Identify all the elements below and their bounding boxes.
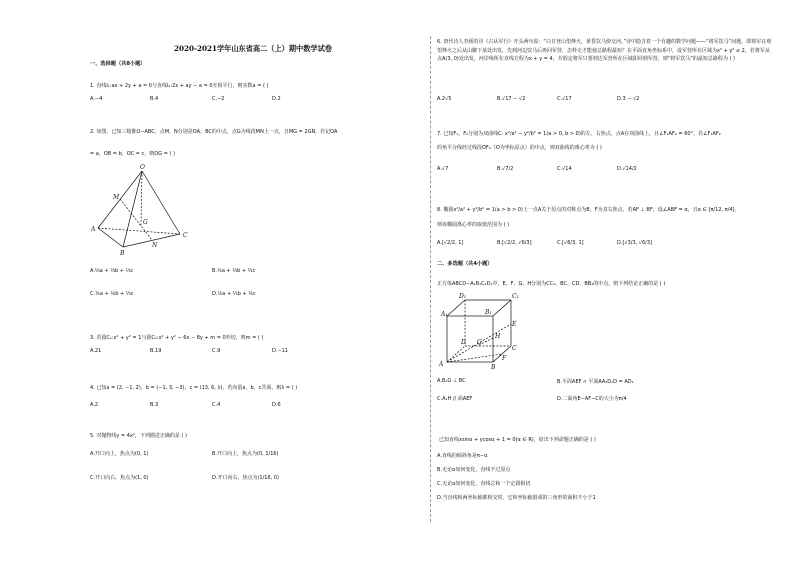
q4-option-b: B.3 xyxy=(150,402,159,408)
q9-option-a: A.B₁G ⊥ BC xyxy=(437,378,466,384)
tetrahedron-figure xyxy=(91,163,202,257)
q5-option-a: A.开口向上，焦点为(0, 1) xyxy=(90,451,149,457)
exam-title: 2020-2021学年山东省高二（上）期中数学试卷 xyxy=(174,44,332,53)
q4-option-d: D.6 xyxy=(272,402,281,408)
label-E: E xyxy=(512,321,517,328)
q9-option-d: D.二面角E−AF−C的大小为π/4 xyxy=(557,396,627,402)
q3-option-a: A.21 xyxy=(90,348,102,354)
q9-option-b: B.平面AEF ∩ 平面AA₁D₁D = AD₁ xyxy=(557,379,634,385)
q4-option-c: C.4 xyxy=(212,402,221,408)
question-7-line1: 7. 已知F₁，F₂分别为双曲线C: x²/a² − y²/b² = 1(a > 0, b > 0)的左、右焦点，点A在双曲线上，且∠F₁AF₂ = 60°，若∠F₁AF₂ xyxy=(437,131,721,137)
q7-option-b: B.√7/2 xyxy=(497,166,514,172)
section-multi-heading: 二、多选题（共4小题） xyxy=(437,261,493,267)
label-C: C xyxy=(512,345,517,352)
q6-option-c: C.√17 xyxy=(557,96,572,102)
label-D1: D₁ xyxy=(459,293,467,300)
q10-option-b: B.无论α如何变化，直线不过原点 xyxy=(437,467,511,473)
q2-option-a: A.⅓a + ⅓b + ⅓c xyxy=(90,268,134,274)
question-8-line2: 则该椭圆离心率的取值范围为 ( ) xyxy=(437,222,510,228)
q8-option-b: B.[√2/2, √6/3] xyxy=(497,240,532,246)
q8-option-d: D.[√3/3, √6/3] xyxy=(617,240,652,246)
q7-option-c: C.√14 xyxy=(557,166,572,172)
label-N: N xyxy=(152,242,158,249)
question-6-stem: 6. 唐代诗人李颀的诗《古从军行》开头两句说：“白日登山望烽火，黄昏饮马傍交河。”诗中隐含着一个有趣的数学问题——“将军饮马”问题，即将军在观望烽火之后从山脚下某处出发，先到河边饮马后再回军营，怎样走才能使总路程最短？在平面直角坐标系中，设军营所在区域为x² + y² ≤ 2，若将军从点A(3, 0)处出发，河岸线所在直线方程为x + y = 4，并假定将军只要到达军营所在区域即回到军营，则“将军饮马”的最短总路程为 ( ) xyxy=(437,39,772,63)
q3-option-c: C.9 xyxy=(212,348,221,354)
q1-option-d: D.2 xyxy=(272,96,281,102)
label-B: B xyxy=(120,250,125,257)
question-2-line2: = a，OB = b，OC = c，则OG = ( ) xyxy=(90,151,175,157)
q7-option-a: A.√7 xyxy=(437,166,449,172)
label-G: G xyxy=(143,219,148,226)
label-A: A xyxy=(91,226,96,233)
label-A1: A₁ xyxy=(441,311,448,318)
label-C1: C₁ xyxy=(512,293,519,300)
q6-option-d: D.3 − √2 xyxy=(617,96,640,102)
q10-option-c: C.无论α如何变化，直线总和一个定圆相切 xyxy=(437,481,531,487)
q2-option-b: B.⅙a + ⅓b + ⅓c xyxy=(212,268,256,274)
q1-option-c: C.−2 xyxy=(212,96,225,102)
question-1-stem: 1. 直线l₁:ax + 2y + a = 0与直线l₂:2x + ay − a = 0互相平行，则实数a = ( ) xyxy=(90,83,269,89)
label-F: F xyxy=(502,355,507,362)
question-8-line1: 8. 椭圆x²/a² + y²/b² = 1(a > b > 0)上一点A关于原点的对称点为B，F为其右焦点，若AF ⊥ BF，设∠ABF = α，且α ∈ [π/12, π/4]， xyxy=(437,207,740,213)
q1-option-b: B.4 xyxy=(150,96,159,102)
q8-option-c: C.[√6/3, 1] xyxy=(557,240,584,246)
q3-option-d: D.−11 xyxy=(272,348,288,354)
label-C: C xyxy=(183,232,188,239)
label-A: A xyxy=(439,361,444,368)
q2-option-d: D.⅙a + ⅓b + ⅙c xyxy=(212,291,256,297)
section-choice-heading: 一、选择题（共8小题） xyxy=(90,61,146,67)
q6-option-b: B.√17 − √2 xyxy=(497,96,526,102)
q2-option-c: C.⅙a + ⅙b + ⅓c xyxy=(90,291,134,297)
q1-option-a: A.−4 xyxy=(90,96,103,102)
q10-option-d: D.当直线和两坐标轴都相交时，它和坐标轴围成的三角形的面积不小于1 xyxy=(437,495,596,501)
question-4-stem: 4. 已知a = (2, −1, 2)，b = (−1, 3, −3)，c = (13, 6, λ)，若向量a，b，c共面，则λ = ( ) xyxy=(90,385,298,391)
question-7-line2: 的角平分线经过线段OF₂（O为坐标原点）的中点，则双曲线的离心率为 ( ) xyxy=(437,145,602,151)
q9-option-c: C.A₁H // 面AEF xyxy=(437,396,473,402)
question-5-stem: 5. 对抛物线y = 4x²，下列描述正确的是 ( ) xyxy=(90,433,187,439)
label-M: M xyxy=(113,194,120,201)
q7-option-d: D.√14/2 xyxy=(617,166,637,172)
q6-option-a: A.2√5 xyxy=(437,96,452,102)
question-3-stem: 3. 若圆C₁:x² + y² = 1与圆C₂:x² + y² − 6x − 8y + m = 0外切，则m = ( ) xyxy=(90,335,264,341)
label-D: D xyxy=(461,339,466,346)
cube-figure xyxy=(439,290,519,370)
q5-option-b: B.开口向上，焦点为(0, 1/16) xyxy=(212,451,279,457)
q3-option-b: B.19 xyxy=(150,348,162,354)
q5-option-c: C.开口向右，焦点为(1, 0) xyxy=(90,475,149,481)
label-O: O xyxy=(140,164,145,171)
q5-option-d: D.开口向右，焦点为(1/16, 0) xyxy=(212,475,279,481)
q4-option-a: A.2 xyxy=(90,402,99,408)
label-G: G xyxy=(477,339,482,346)
q10-option-a: A.直线的倾斜角是π−α xyxy=(437,453,488,459)
question-2-line1: 2. 如图，已知三棱锥O−ABC，点M，N分别是OA，BC的中点，点G为线段MN上一点，且MG = 2GN，若记OA xyxy=(90,129,338,135)
question-9-stem: 正方体ABCD−A₁B₁C₁D₁中，E、F、G、H分别为CC₁、BC、CD、BB₁的中点，则下列结论正确的是 ( ) xyxy=(437,281,666,287)
column-divider xyxy=(430,36,431,522)
label-B1: B₁ xyxy=(485,309,492,316)
question-10-stem: 已知直线xsinα + ycosα + 1 = 0(α ∈ R)，给出下列命题正确的是 ( ) xyxy=(439,437,596,443)
label-B: B xyxy=(491,364,496,371)
q8-option-a: A.[√2/2, 1] xyxy=(437,240,464,246)
label-H: H xyxy=(495,333,501,340)
